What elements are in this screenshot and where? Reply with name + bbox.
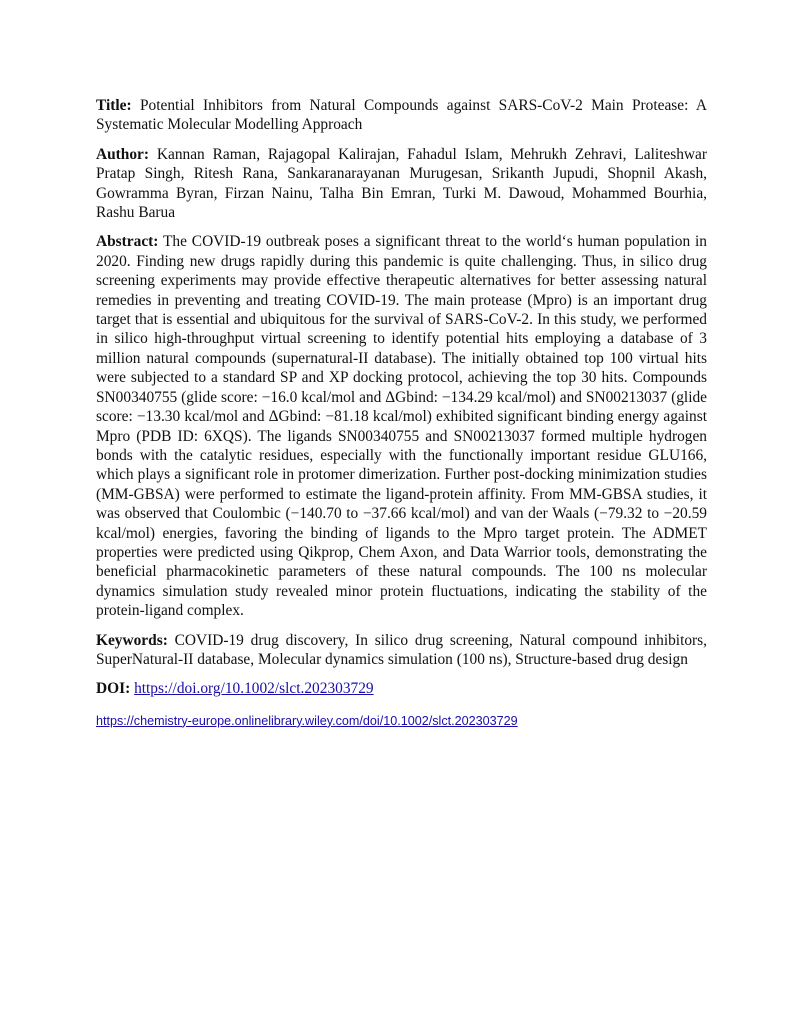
author-paragraph: [96, 145, 707, 223]
abstract-paragraph: [96, 232, 707, 620]
document-page: [96, 96, 707, 729]
author-list: Kannan Raman, Rajagopal Kalirajan, Fahadul Islam, Mehrukh Zehravi, Laliteshwar Pratap Singh, Ritesh Rana, Sankaranarayanan Murugesan, Srikanth Jupudi, Shopnil Akash, Gowramma Byran, Firzan Nainu, Talha Bin Emran, Turki M. Dawoud, Mohammed Bourhia, Rashu Barua: [96, 145, 707, 222]
title-text: Potential Inhibitors from Natural Compounds against SARS-CoV-2 Main Protease: A Systematic Molecular Modelling Approach: [96, 97, 707, 134]
title-label: Title:: [96, 97, 132, 114]
doi-label: DOI:: [96, 680, 131, 698]
abstract-text: The COVID-19 outbreak poses a significant threat to the world‘s human population in 2020. Finding new drugs rapidly during this pandemic is quite challenging. Thus, in silico drug screening experiments may provide effective therapeutic alternatives for better assessing natural remedies in preventing and treating COVID-19. The main protease (Mpro) is an important drug target that is essential and ubiquitous for the survival of SARS-CoV-2. In this study, we performed in silico high-throughput virtual screening to identify potential hits employing a database of 3 million natural compounds (supernatural-II database). The initially obtained top 100 virtual hits were subjected to a standard SP and XP docking protocol, achieving the top 30 hits. Compounds SN00340755 (glide score: −16.0 kcal/mol and ΔGbind: −134.29 kcal/mol) and SN00213037 (glide score: −13.30 kcal/mol and ΔGbind: −81.18 kcal/mol) exhibited significant binding energy against Mpro (PDB ID: 6XQS). The ligands SN00340755 and SN00213037 formed multiple hydrogen bonds with the catalytic residues, especially with the functionally important residue GLU166, which plays a significant role in protomer dimerization. Further post-docking minimization studies (MM-GBSA) were performed to estimate the ligand-protein affinity. From MM-GBSA studies, it was observed that Coulombic (−140.70 to −37.66 kcal/mol) and van der Waals (−79.32 to −20.59 kcal/mol) energies, favoring the binding of ligands to the Mpro target protein. The ADMET properties were predicted using Qikprop, Chem Axon, and Data Warrior tools, demonstrating the beneficial pharmacokinetic parameters of these natural compounds. The 100 ns molecular dynamics simulation study revealed minor protein fluctuations, indicating the stability of the protein-ligand complex.: [96, 233, 707, 620]
keywords-paragraph: [96, 631, 707, 670]
title-paragraph: [96, 96, 707, 135]
author-label: Author:: [96, 145, 150, 163]
publisher-link[interactable]: https://chemistry-europe.onlinelibrary.wiley.com/doi/10.1002/slct.202303729: [96, 713, 518, 728]
doi-link[interactable]: https://doi.org/10.1002/slct.202303729: [134, 680, 374, 698]
keywords-label: Keywords:: [96, 631, 168, 649]
doi-paragraph: [96, 679, 707, 698]
keywords-text: COVID-19 drug discovery, In silico drug screening, Natural compound inhibitors, SuperNatural-II database, Molecular dynamics simulation (100 ns), Structure-based drug design: [96, 631, 707, 668]
abstract-label: Abstract:: [96, 233, 159, 251]
